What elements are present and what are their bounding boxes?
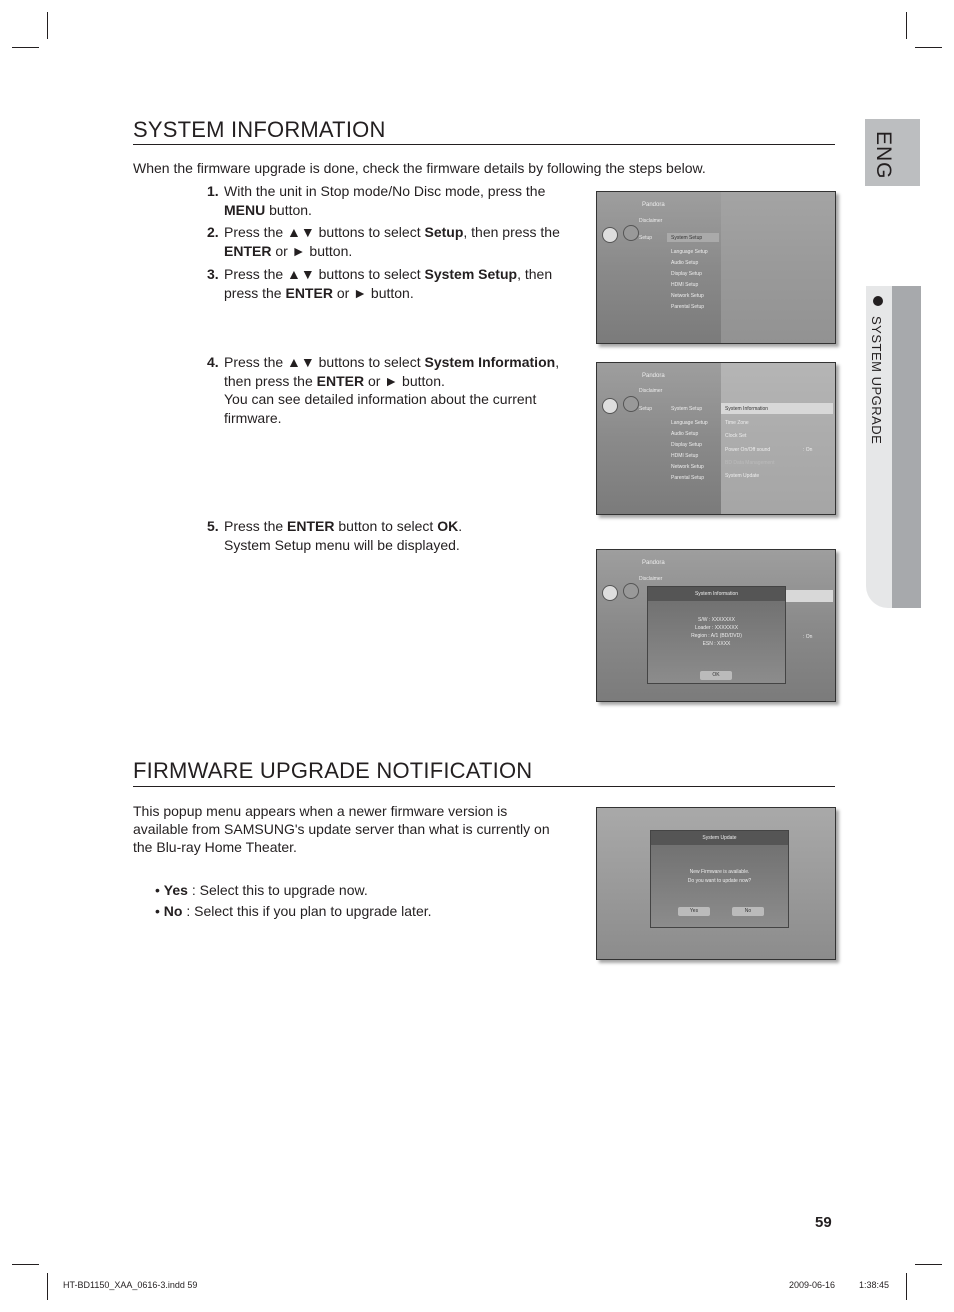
section-intro: When the firmware upgrade is done, check the firmware details by following the steps below.: [133, 160, 706, 176]
screenshot-setup-menu: [596, 191, 836, 344]
ok-button[interactable]: OK: [700, 671, 732, 680]
info-line: Region : A/1 (BD/DVD): [691, 633, 742, 639]
system-item: System Information: [725, 406, 769, 412]
step-3: [207, 265, 564, 302]
crop-mark: [906, 12, 907, 39]
crop-mark: [915, 1264, 942, 1265]
crop-mark: [47, 12, 48, 39]
step-keyword: Setup: [424, 224, 464, 240]
menu-item: Pandora: [642, 560, 665, 566]
section-intro: This popup menu appears when a newer firmware version is available from SAMSUNG's update server than what is currently on the Blu-ray Home Theater.: [133, 803, 550, 855]
language-tab-label: ENG: [872, 131, 895, 180]
step-number: 3.: [207, 266, 219, 282]
submenu-item: Audio Setup: [671, 431, 699, 437]
submenu-item: Network Setup: [671, 464, 704, 470]
chapter-tab-bar: [892, 286, 921, 608]
gear-icon: [623, 225, 639, 241]
update-line: New Firmware is available.: [689, 869, 750, 875]
submenu-item: Language Setup: [671, 249, 708, 255]
disc-icon: [602, 227, 618, 243]
step-text: Press the ▲▼ buttons to select: [224, 266, 425, 282]
menu-item: Disclaimer: [639, 218, 663, 224]
footer-date: 2009-06-16: [789, 1280, 836, 1290]
step-keyword: OK: [437, 518, 459, 534]
gear-icon: [623, 583, 639, 599]
screenshot-system-information: [596, 549, 836, 702]
system-item-value: : On: [803, 447, 813, 453]
bullet-icon: [873, 296, 883, 306]
step-text: Press the: [224, 518, 288, 534]
step-text: , then press the: [224, 266, 553, 301]
section-rule: [133, 144, 835, 145]
option-yes: • Yes : Select this to upgrade now.: [155, 882, 368, 898]
system-item: System Update: [725, 473, 760, 479]
step-text: Press the ▲▼ buttons to select: [224, 354, 425, 370]
step-keyword: System Information: [424, 354, 556, 370]
info-line: ESN : XXXX: [702, 641, 731, 647]
crop-mark: [12, 47, 39, 48]
submenu-item: HDMI Setup: [671, 282, 699, 288]
step-text: or ► button.: [332, 284, 414, 301]
menu-item: System Setup: [671, 406, 703, 412]
disc-icon: [602, 585, 618, 601]
step-text: , then press the: [224, 354, 560, 389]
step-4: [207, 353, 564, 427]
submenu-item: HDMI Setup: [671, 453, 699, 459]
step-keyword: ENTER: [287, 518, 335, 534]
section-title: SYSTEM INFORMATION: [133, 117, 386, 142]
option-label: No: [163, 903, 183, 919]
system-item: Time Zone: [725, 420, 749, 426]
chapter-tab-label: SYSTEM UPGRADE: [869, 316, 884, 445]
step-note: You can see detailed information about the current firmware.: [224, 391, 537, 426]
option-label: Yes: [163, 882, 188, 898]
option-text: : Select this if you plan to upgrade later.: [182, 903, 432, 919]
step-keyword: System Setup: [424, 266, 518, 282]
step-text: button.: [265, 201, 312, 218]
update-dialog: [650, 830, 789, 928]
menu-panel: [721, 192, 835, 343]
step-keyword: ENTER: [224, 242, 272, 259]
crop-mark: [47, 1273, 48, 1300]
footer-time: 1:38:45: [859, 1280, 890, 1290]
step-keyword: ENTER: [316, 372, 365, 389]
step-note: System Setup menu will be displayed.: [224, 536, 460, 553]
footer-file: HT-BD1150_XAA_0616-3.indd 59: [63, 1280, 198, 1290]
menu-highlight: [783, 590, 833, 602]
step-text: or ► button.: [364, 372, 445, 389]
step-number: 2.: [207, 224, 219, 240]
step-text: With the unit in Stop mode/No Disc mode, press the: [224, 183, 546, 199]
no-button[interactable]: No: [732, 907, 764, 916]
step-text: button to select: [334, 518, 438, 534]
submenu-item: Audio Setup: [671, 260, 699, 266]
step-number: 4.: [207, 354, 219, 370]
step-5: [207, 517, 564, 554]
yes-button[interactable]: Yes: [678, 907, 710, 916]
dialog-title: System Update: [651, 831, 788, 845]
info-line: S/W : XXXXXXX: [698, 617, 735, 623]
step-text: Press the ▲▼ buttons to select: [224, 224, 425, 240]
menu-item: Setup: [639, 235, 653, 241]
option-list: [155, 880, 432, 922]
submenu-item: Display Setup: [671, 442, 702, 448]
option-no: • No : Select this if you plan to upgrade later.: [155, 903, 432, 919]
submenu-item: Parental Setup: [671, 304, 705, 310]
step-keyword: ENTER: [285, 284, 333, 301]
screenshot-update-notification: [596, 807, 836, 960]
page-number: 59: [815, 1214, 832, 1231]
menu-item: Disclaimer: [639, 576, 663, 582]
step-number: 1.: [207, 183, 219, 199]
step-number: 5.: [207, 518, 219, 534]
disc-icon: [602, 398, 618, 414]
option-text: : Select this to upgrade now.: [187, 882, 368, 898]
menu-item: System Setup: [671, 235, 703, 241]
system-item: Power On/Off sound: [725, 447, 771, 453]
section-rule: [133, 786, 835, 787]
crop-mark: [915, 47, 942, 48]
submenu-item: Display Setup: [671, 271, 702, 277]
crop-mark: [906, 1273, 907, 1300]
update-line: Do you want to update now?: [687, 878, 752, 884]
step-text: .: [458, 518, 463, 534]
step-text: or ► button.: [271, 242, 353, 259]
dialog-title: System Information: [648, 587, 785, 601]
step-text: , then press the: [463, 224, 560, 240]
menu-item: Disclaimer: [639, 388, 663, 394]
step-keyword: MENU: [224, 201, 266, 218]
submenu-item: Language Setup: [671, 420, 708, 426]
screenshot-system-setup: [596, 362, 836, 515]
step-2: [207, 223, 564, 260]
submenu-item: Parental Setup: [671, 475, 705, 481]
system-item: BD Data Management: [725, 460, 775, 466]
submenu-item: Network Setup: [671, 293, 704, 299]
system-item-value: : On: [803, 634, 813, 640]
step-1: [207, 182, 564, 219]
info-line: Loader : XXXXXXX: [694, 625, 739, 631]
section-title: FIRMWARE UPGRADE NOTIFICATION: [133, 758, 533, 783]
menu-item: Pandora: [642, 202, 665, 208]
crop-mark: [12, 1264, 39, 1265]
info-dialog: [647, 586, 786, 684]
gear-icon: [623, 396, 639, 412]
menu-item: Setup: [639, 406, 653, 412]
system-item: Clock Set: [725, 433, 747, 439]
menu-item: Pandora: [642, 373, 665, 379]
